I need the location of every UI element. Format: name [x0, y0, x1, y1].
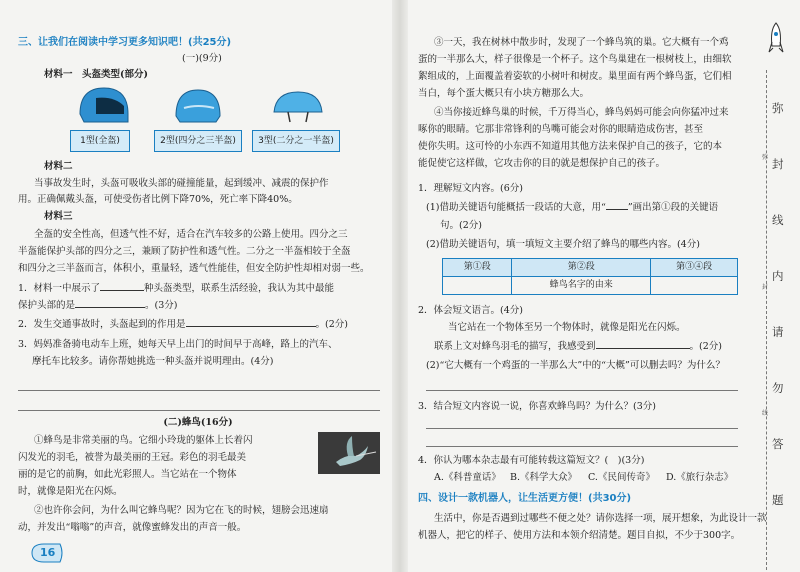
r-question-1-2: (2)借助关键语句，填一填短文主要介绍了蜂鸟的哪些内容。(4分): [426, 239, 700, 250]
answer-line[interactable]: [426, 446, 738, 447]
half-helmet-icon: [270, 88, 326, 126]
margin-char: 题: [772, 493, 784, 507]
r-question-2-2: (2)“它大概有一个鸡蛋的一半那么大”中的“大概”可以删去吗？为什么？: [426, 360, 725, 371]
book-spine: [392, 0, 408, 572]
passage-p4-line: ④当你接近蜂鸟巢的时候，千万得当心，蜂鸟妈妈可能会向你猛冲过来: [434, 107, 729, 118]
helmet-label-2: 2型(四分之三半盔): [154, 130, 242, 152]
question-3-cont: 摩托车比较多。请你帮她挑选一种头盔并说明理由。(4分): [32, 356, 274, 367]
hummingbird-photo: [318, 432, 380, 474]
material2-line: 用。正确佩戴头盔，可使受伤者比例下降70%，死亡率下降40%。: [18, 194, 298, 205]
passage-p4-line: 能促使它这样做，它攻击你的目的就是想保护自己的孩子。: [418, 158, 666, 169]
table-header: 第①段: [443, 259, 512, 277]
passage-p2-line: ②也许你会问，为什么叫它蜂鸟呢？因为它在飞的时候，翅膀会迅速扇: [34, 505, 329, 516]
q2-score: 。(2分): [315, 319, 349, 330]
question-1-cont: [18, 299, 177, 314]
seal-dashed-line: [766, 70, 767, 570]
passage-p1-line: 闪发光的羽毛，被誉为最美丽的王冠。彩色的羽毛最美: [18, 452, 247, 463]
seal-margin: [752, 0, 800, 572]
passage-p4-line: 使你失明。这可怜的小东西不知道用其他方法来保护自己的孩子，它的本: [418, 141, 723, 152]
question-1: [18, 282, 334, 297]
q1-1-blank[interactable]: [606, 209, 628, 210]
hummingbird-icon: [318, 432, 380, 474]
passage-p3-line: 蛋的一半那么大，样子很像是一个杯子。这个鸟巢建在一根树枝上，由细软: [418, 54, 732, 65]
passage-p4-line: 啄你的眼睛。它那非常锋利的鸟嘴可能会对你的眼睛造成伤害，甚至: [418, 124, 704, 135]
material3-line: 半盔能保护头部的四分之三，兼顾了防护性和透气性。二分之一半盔相较于全盔: [18, 246, 351, 257]
q1-blank-2[interactable]: [75, 307, 145, 308]
margin-char: 封: [772, 157, 784, 171]
section-4-line: 生活中，你是否遇到过哪些不便之处？请你选择一项，展开想象，为此设计一款: [434, 513, 767, 524]
passage-p1-line: 丽的是它的前胸，如此光彩照人。当它站在一个物体: [18, 469, 237, 480]
q1-1-text-b: ”画出第①段的关键语: [627, 202, 719, 213]
q1-1-text-a: (1)借助关键语句能概括一段话的大意，用“: [426, 202, 606, 213]
r-question-1-1: [426, 201, 718, 216]
full-helmet-icon: [74, 84, 134, 128]
q4-option-a[interactable]: A.《科普童话》: [434, 472, 501, 483]
q2-quote: 当它站在一个物体至另一个物体时，就像是阳光在闪烁。: [448, 322, 686, 333]
r-question-4: 4．你认为哪本杂志最有可能转载这篇短文？( )(3分): [418, 455, 645, 466]
passage-p1-line: 时，就像是阳光在闪烁。: [18, 486, 123, 497]
q2-1-score: 。(2分): [689, 341, 722, 352]
q1-text-d: 。(3分): [145, 300, 178, 311]
q2-blank[interactable]: [186, 326, 316, 327]
margin-char: 内: [772, 269, 784, 283]
page-number: 16: [40, 546, 56, 559]
passage-p2-line: 动，并发出“嗡嗡”的声音，就像蜜蜂发出的声音一般。: [18, 522, 247, 533]
material3-line: 和四分之三半盔而言，体积小，重量轻，透气性能佳，但安全防护性却相对弱一些。: [18, 263, 370, 274]
table-header: 第③④段: [651, 259, 738, 277]
r-question-2-1: [434, 340, 722, 355]
table-cell[interactable]: [651, 277, 738, 295]
q4-option-b[interactable]: B.《科学大众》: [510, 472, 578, 483]
margin-char: 弥: [772, 101, 784, 115]
q1-text-a: 1．材料一中展示了: [18, 283, 101, 294]
content-table: [442, 258, 738, 295]
material2-line: 当事故发生时，头盔可吸收头部的碰撞能量，起到缓冲、减震的保护作: [34, 178, 329, 189]
section-4-line: 机器人，把它的样子、使用方法和本领介绍清楚。题目自拟，不少于300字。: [418, 530, 741, 541]
part1-title: (一)(9分): [182, 53, 222, 64]
passage-p3-line: 絮组成的，上面覆盖着姿软的小树叶和树皮。巢里面有两个蜂鸟蛋，它们相: [418, 71, 732, 82]
material2-label: 材料二: [44, 161, 73, 172]
r-question-1-1-cont: 句。(2分): [440, 220, 482, 231]
margin-small-char: 线: [762, 410, 769, 417]
answer-line[interactable]: [18, 410, 380, 411]
q4-option-c[interactable]: C.《民间传奇》: [588, 472, 655, 483]
q2-text: 2．发生交通事故时，头盔起到的作用是: [18, 319, 186, 330]
material3-label: 材料三: [44, 211, 73, 222]
margin-char: 答: [772, 437, 784, 451]
q1-blank-1[interactable]: [100, 290, 144, 291]
helmet-label-1: 1型(全盔): [70, 130, 130, 152]
margin-small-char: 弥: [762, 154, 769, 161]
question-2: [18, 318, 348, 333]
r-question-1: 1．理解短文内容。(6分): [418, 183, 524, 194]
three-quarter-helmet-icon: [170, 86, 226, 128]
margin-char: 勿: [772, 381, 784, 395]
q2-1-text: 联系上文对蜂鸟羽毛的描写，我感受到: [434, 341, 596, 352]
passage-p3-line: ③一天，我在树林中散步时，发现了一个蜂鸟筑的巢。它大概有一个鸡: [434, 37, 729, 48]
margin-char: 线: [772, 213, 784, 227]
table-cell: 蜂鸟名字的由来: [512, 277, 651, 295]
answer-line[interactable]: [426, 390, 738, 391]
answer-line[interactable]: [18, 390, 380, 391]
answer-line[interactable]: [426, 428, 738, 429]
table-cell[interactable]: [443, 277, 512, 295]
margin-small-char: 封: [762, 284, 769, 291]
part2-title: (二)蜂鸟(16分): [163, 417, 233, 428]
q4-option-d[interactable]: D.《旅行杂志》: [666, 472, 734, 483]
material1-label: 材料一 头盔类型(部分): [44, 69, 148, 80]
q2-1-blank[interactable]: [596, 348, 690, 349]
r-question-3: 3．结合短文内容说一说，你喜欢蜂鸟吗？为什么？(3分): [418, 401, 657, 412]
section-4-title: 四、设计一款机器人，让生活更方便！(共30分): [418, 493, 632, 504]
table-header: 第②段: [512, 259, 651, 277]
r-question-2: 2．体会短文语言。(4分): [418, 305, 524, 316]
rocket-icon: [768, 22, 784, 56]
passage-p1-line: ①蜂鸟是非常美丽的鸟。它细小玲珑的躯体上长着闪: [34, 435, 253, 446]
passage-p3-line: 当白，每个蛋大概只有小块方糖那么大。: [418, 88, 590, 99]
margin-char: 请: [772, 325, 784, 339]
question-3: 3．妈妈准备骑电动车上班，她每天早上出门的时间早于高峰，路上的汽车、: [18, 339, 338, 350]
section-3-title: 三、让我们在阅读中学习更多知识吧！(共25分): [18, 37, 232, 48]
q1-text-c: 保护头部的是: [18, 300, 76, 311]
helmet-label-3: 3型(二分之一半盔): [252, 130, 340, 152]
q1-text-b: 种头盔类型，联系生活经验，我认为其中最能: [144, 283, 335, 294]
material3-line: 全盔的安全性高，但透气性不好，适合在汽车较多的公路上使用。四分之三: [34, 229, 348, 240]
